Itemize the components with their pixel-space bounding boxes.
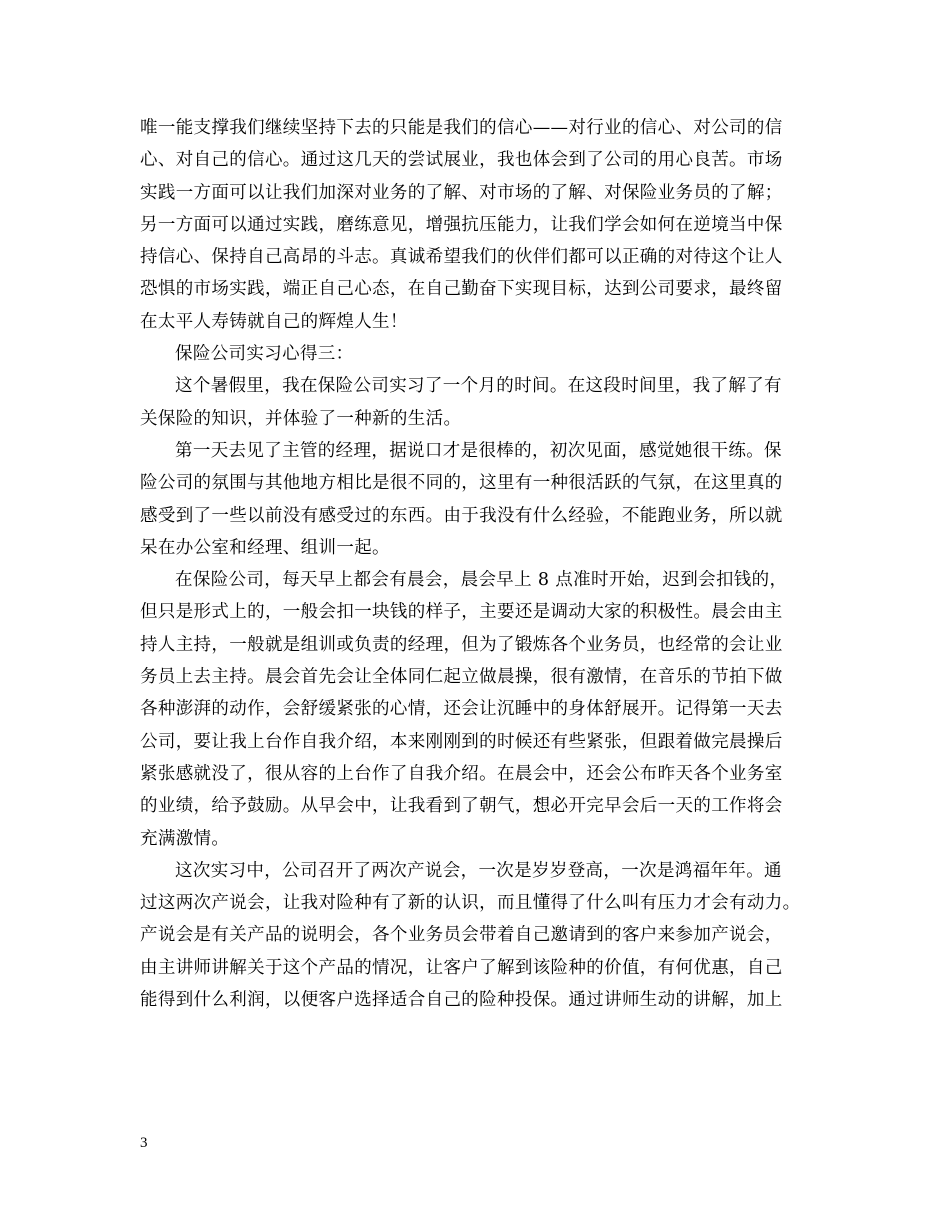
text-line: 呆在办公室和经理、组训一起。 bbox=[140, 537, 390, 558]
text-line: 能得到什么利润，以便客户选择适合自己的险种投保。通过讲师生动的讲解，加上 bbox=[140, 990, 783, 1011]
text-line: 感受到了一些以前没有感受过的东西。由于我没有什么经验，不能跑业务，所以就 bbox=[140, 505, 783, 526]
text-line: 持信心、保持自己高昂的斗志。真诚希望我们的伙伴们都可以正确的对待这个让人 bbox=[140, 247, 783, 268]
text-line: 另一方面可以通过实践，磨练意见，增强抗压能力，让我们学会如何在逆境当中保 bbox=[140, 214, 783, 235]
section-heading: 保险公司实习心得三： bbox=[175, 344, 354, 365]
text-line: 唯一能支撑我们继续坚持下去的只能是我们的信心——对行业的信心、对公司的信 bbox=[140, 118, 783, 138]
text-line: 紧张感就没了，很从容的上台作了自我介绍。在晨会中，还会公布昨天各个业务室 bbox=[140, 763, 783, 784]
text-line: 在太平人寿铸就自己的辉煌人生！ bbox=[140, 311, 408, 332]
text-line: 公司，要让我上台作自我介绍，本来刚刚到的时候还有些紧张，但跟着做完晨操后 bbox=[140, 731, 783, 752]
text-line: 险公司的氛围与其他地方相比是很不同的，这里有一种很活跃的气氛，在这里真的 bbox=[140, 473, 783, 494]
text-line: 但只是形式上的，一般会扣一块钱的样子，主要还是调动大家的积极性。晨会由主 bbox=[140, 602, 783, 623]
text-line: 心、对自己的信心。通过这几天的尝试展业，我也体会到了公司的用心良苦。市场 bbox=[140, 150, 783, 171]
text-line: 各种澎湃的动作，会舒缓紧张的心情，还会让沉睡中的身体舒展开。记得第一天去 bbox=[140, 699, 783, 720]
text-line: 由主讲师讲解关于这个产品的情况，让客户了解到该险种的价值，有何优惠，自己 bbox=[140, 957, 783, 978]
text-line: 恐惧的市场实践，端正自己心态，在自己勤奋下实现目标，达到公司要求，最终留 bbox=[140, 279, 783, 300]
text-line: 实践一方面可以让我们加深对业务的了解、对市场的了解、对保险业务员的了解； bbox=[140, 182, 783, 203]
text-line: 这次实习中，公司召开了两次产说会，一次是岁岁登高，一次是鸿福年年。通 bbox=[175, 860, 782, 881]
text-line: 这个暑假里，我在保险公司实习了一个月的时间。在这段时间里，我了解了有 bbox=[175, 376, 782, 397]
document-body bbox=[140, 112, 826, 1016]
text-line: 充满激情。 bbox=[140, 828, 230, 849]
text-line: 的业绩，给予鼓励。从早会中，让我看到了朝气，想必开完早会后一天的工作将会 bbox=[140, 796, 783, 817]
text-line: 第一天去见了主管的经理，据说口才是很棒的，初次见面，感觉她很干练。保 bbox=[175, 440, 782, 461]
text-line: 关保险的知识，并体验了一种新的生活。 bbox=[140, 408, 462, 429]
text-line: 产说会是有关产品的说明会，各个业务员会带着自己邀请到的客户来参加产说会， bbox=[140, 925, 783, 946]
text-line: 过这两次产说会，让我对险种有了新的认识，而且懂得了什么叫有压力才会有动力。 bbox=[140, 893, 801, 914]
text-line: 在保险公司，每天早上都会有晨会，晨会早上 8 点准时开始，迟到会扣钱的， bbox=[175, 570, 788, 591]
text-line: 务员上去主持。晨会首先会让全体同仁起立做晨操，很有激情，在音乐的节拍下做 bbox=[140, 667, 783, 688]
page-number: 3 bbox=[140, 1135, 148, 1151]
text-line: 持人主持，一般就是组训或负责的经理，但为了锻炼各个业务员，也经常的会让业 bbox=[140, 634, 783, 655]
